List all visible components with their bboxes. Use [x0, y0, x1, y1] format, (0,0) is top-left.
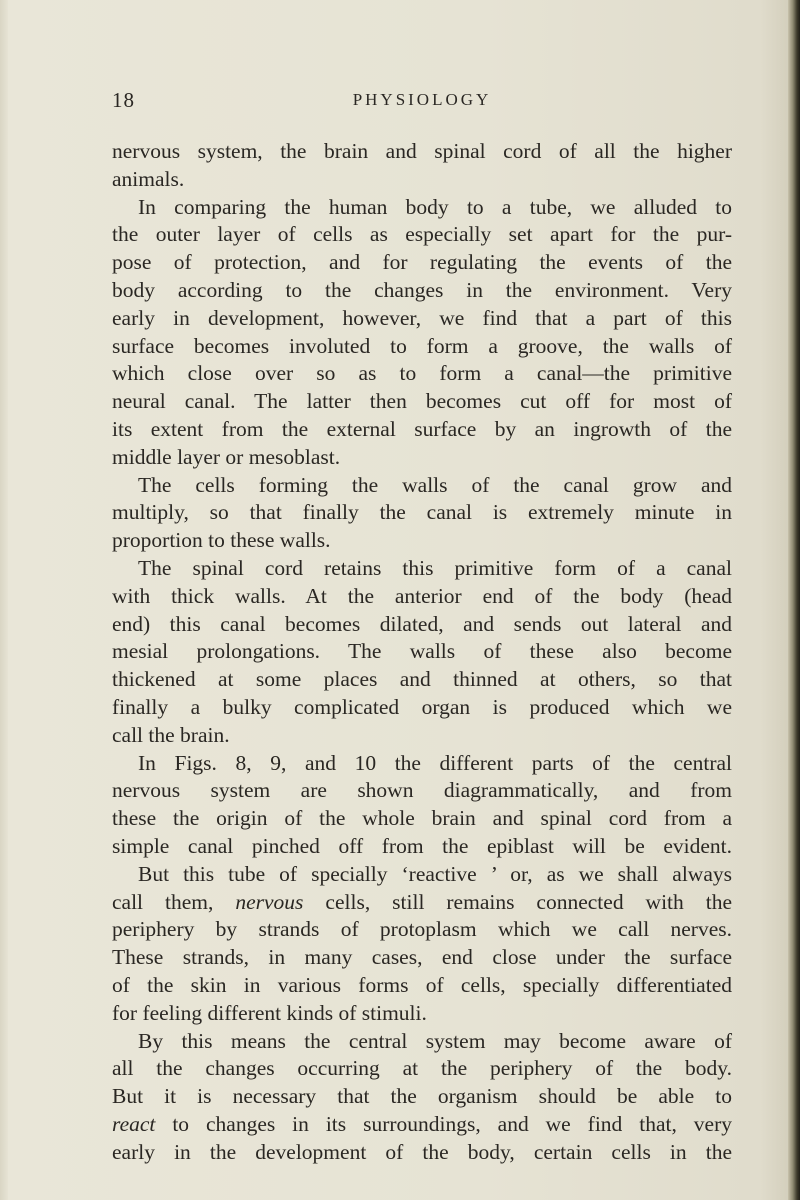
- text-line: In Figs. 8, 9, and 10 the different parts of the central: [138, 750, 732, 775]
- text-line: for feeling different kinds of stimuli.: [112, 1000, 427, 1025]
- text-line: mesial prolongations. The walls of these also become: [112, 639, 732, 664]
- page-left-edge: [0, 0, 8, 1200]
- text-segment: cells, still remains connected with the: [325, 889, 733, 914]
- text-line: body according to the changes in the environment. Very: [112, 277, 732, 302]
- text-line: nervous system, the brain and spinal cord of all the higher: [112, 139, 732, 163]
- text-line: middle layer or mesoblast.: [112, 444, 341, 469]
- text-line: simple canal pinched off from the epiblast will be evident.: [112, 833, 732, 858]
- text-line: end) this canal becomes dilated, and sends out lateral and: [112, 611, 732, 636]
- text-line: The cells forming the walls of the canal grow and: [138, 472, 732, 497]
- text-line: multiply, so that finally the canal is extremely minute in: [112, 500, 732, 525]
- text-line: By this means the central system may become aware of: [138, 1028, 732, 1053]
- text-line: early in development, however, we find that a part of this: [112, 305, 732, 330]
- page-binding-edge: [788, 0, 800, 1200]
- text-line: neural canal. The latter then becomes cut off for most of: [112, 389, 732, 414]
- italic-term-nervous: nervous: [235, 889, 304, 914]
- text-segment: call them,: [112, 889, 214, 914]
- text-line: But this tube of specially ‘reactive ’ or, as we shall always: [138, 861, 732, 886]
- page-header: [112, 88, 732, 118]
- text-line: its extent from the external surface by an ingrowth of the: [112, 416, 732, 441]
- text-line: But it is necessary that the organism should be able to: [112, 1084, 732, 1109]
- text-line: proportion to these walls.: [112, 528, 331, 553]
- running-title: PHYSIOLOGY: [352, 90, 492, 109]
- text-line: These strands, in many cases, end close under the surface: [112, 945, 732, 970]
- text-line: pose of protection, and for regulating the events of the: [112, 250, 732, 275]
- text-line: nervous system are shown diagrammatically, and from: [112, 778, 732, 803]
- text-line: of the skin in various forms of cells, specially differentiated: [112, 972, 732, 997]
- text-line: all the changes occurring at the periphery of the body.: [112, 1056, 732, 1081]
- text-line: The spinal cord retains this primitive form of a canal: [138, 555, 732, 580]
- italic-term-react: react: [112, 1111, 156, 1136]
- text-line: surface becomes involuted to form a groove, the walls of: [112, 333, 732, 358]
- text-line: the outer layer of cells as especially set apart for the pur-: [112, 222, 732, 247]
- text-line: early in the development of the body, certain cells in the: [112, 1139, 732, 1164]
- text-line: with thick walls. At the anterior end of the body (head: [112, 583, 732, 608]
- text-line: animals.: [112, 166, 185, 191]
- text-line: [112, 889, 732, 917]
- text-segment: to changes in its surroundings, and we find that, very: [172, 1111, 732, 1136]
- page-number: 18: [112, 88, 135, 112]
- text-line: call the brain.: [112, 722, 230, 747]
- text-line: finally a bulky complicated organ is produced which we: [112, 694, 732, 719]
- text-line: these the origin of the whole brain and spinal cord from a: [112, 806, 732, 831]
- text-line: which close over so as to form a canal—the primitive: [112, 361, 732, 386]
- text-line: periphery by strands of protoplasm which we call nerves.: [112, 917, 732, 942]
- text-line: thickened at some places and thinned at others, so that: [112, 667, 732, 692]
- text-line: In comparing the human body to a tube, we alluded to: [138, 194, 732, 219]
- body-text: [112, 138, 732, 1166]
- text-line: [112, 1111, 732, 1139]
